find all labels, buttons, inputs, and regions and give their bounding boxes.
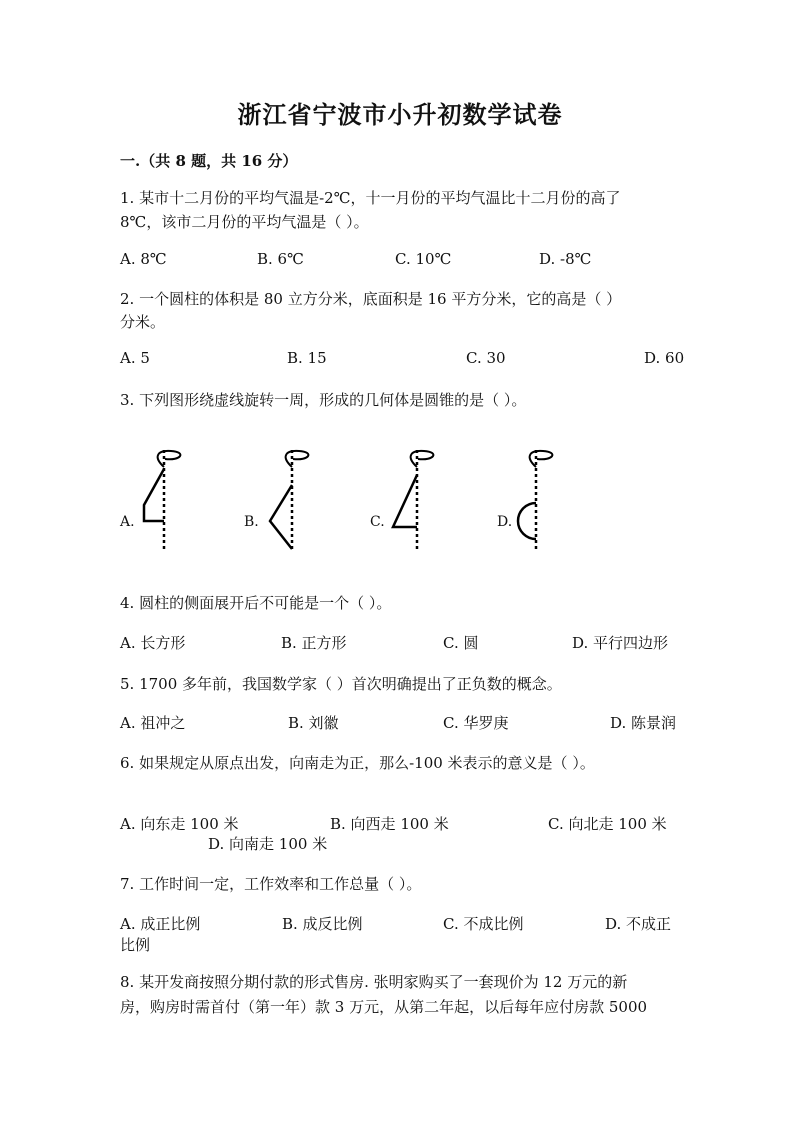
rotation-arrow-icon [530,451,553,467]
q6-option-a[interactable]: A. 向东走 100 米 [120,815,239,833]
question-1-text-line-2: 8℃，该市二月份的平均气温是（ ）。 [120,213,369,231]
rotation-arrow-icon [286,451,309,467]
q3-figure-c[interactable] [386,445,436,550]
q6-option-c[interactable]: C. 向北走 100 米 [548,815,667,833]
rotated-shape-outline [270,485,292,549]
q5-option-c[interactable]: C. 华罗庚 [443,714,509,732]
question-7-text: 7. 工作时间一定，工作效率和工作总量（ ）。 [120,875,422,893]
q1-option-b[interactable]: B. 6℃ [257,250,304,268]
q3-option-c-label[interactable]: C. [370,514,385,530]
question-5-text: 5. 1700 多年前，我国数学家（ ）首次明确提出了正负数的概念。 [120,675,562,693]
question-6-text: 6. 如果规定从原点出发，向南走为正，那么-100 米表示的意义是（ ）。 [120,754,595,772]
rotated-shape-outline [518,503,536,539]
question-8-text-line-2: 房，购房时需首付（第一年）款 3 万元，从第二年起，以后每年应付房款 5000 [120,998,648,1016]
q3-option-a-label[interactable]: A. [120,514,135,530]
q7-option-d[interactable]: D. 不成正 [605,915,672,933]
q3-figure-b[interactable] [262,445,312,550]
page-title: 浙江省宁波市小升初数学试卷 [237,100,563,129]
question-1-text-line-1: 1. 某市十二月份的平均气温是-2℃，十一月份的平均气温比十二月份的高了 [120,189,621,207]
rotation-arrow-icon [411,451,434,467]
q5-option-a[interactable]: A. 祖冲之 [120,714,186,732]
q7-option-d-wrap: 比例 [120,936,151,954]
q4-option-b[interactable]: B. 正方形 [281,634,347,652]
question-3-text: 3. 下列图形绕虚线旋转一周，形成的几何体是圆锥的是（ ）。 [120,391,527,409]
q2-option-c[interactable]: C. 30 [466,349,506,367]
q3-option-d-label[interactable]: D. [497,514,513,530]
q1-option-d[interactable]: D. -8℃ [539,250,592,268]
q7-option-c[interactable]: C. 不成比例 [443,915,524,933]
q3-figure-d[interactable] [512,445,562,550]
q4-option-d[interactable]: D. 平行四边形 [572,634,669,652]
q1-option-c[interactable]: C. 10℃ [395,250,452,268]
q3-option-b-label[interactable]: B. [244,514,259,530]
q3-figure-a[interactable] [135,445,185,550]
rotated-shape-outline [393,475,417,527]
q4-option-c[interactable]: C. 圆 [443,634,479,652]
q4-option-a[interactable]: A. 长方形 [120,634,186,652]
q5-option-d[interactable]: D. 陈景润 [610,714,677,732]
question-8-text-line-1: 8. 某开发商按照分期付款的形式售房. 张明家购买了一套现价为 12 万元的新 [120,973,628,991]
question-4-text: 4. 圆柱的侧面展开后不可能是一个（ ）。 [120,594,392,612]
question-2-text-line-1: 2. 一个圆柱的体积是 80 立方分米，底面积是 16 平方分米，它的高是（ ） [120,290,622,308]
q7-option-b[interactable]: B. 成反比例 [282,915,363,933]
q2-option-d[interactable]: D. 60 [644,349,685,367]
section-header: 一.（共 8 题，共 16 分） [120,152,298,170]
rotated-shape-outline [144,469,164,521]
q6-option-d[interactable]: D. 向南走 100 米 [208,835,328,853]
q2-option-b[interactable]: B. 15 [287,349,327,367]
question-2-text-line-2: 分米。 [120,313,166,331]
q6-option-b[interactable]: B. 向西走 100 米 [330,815,449,833]
q1-option-a[interactable]: A. 8℃ [120,250,167,268]
q7-option-a[interactable]: A. 成正比例 [120,915,201,933]
q2-option-a[interactable]: A. 5 [120,349,150,367]
q5-option-b[interactable]: B. 刘徽 [288,714,339,732]
rotation-arrow-icon [158,451,181,467]
